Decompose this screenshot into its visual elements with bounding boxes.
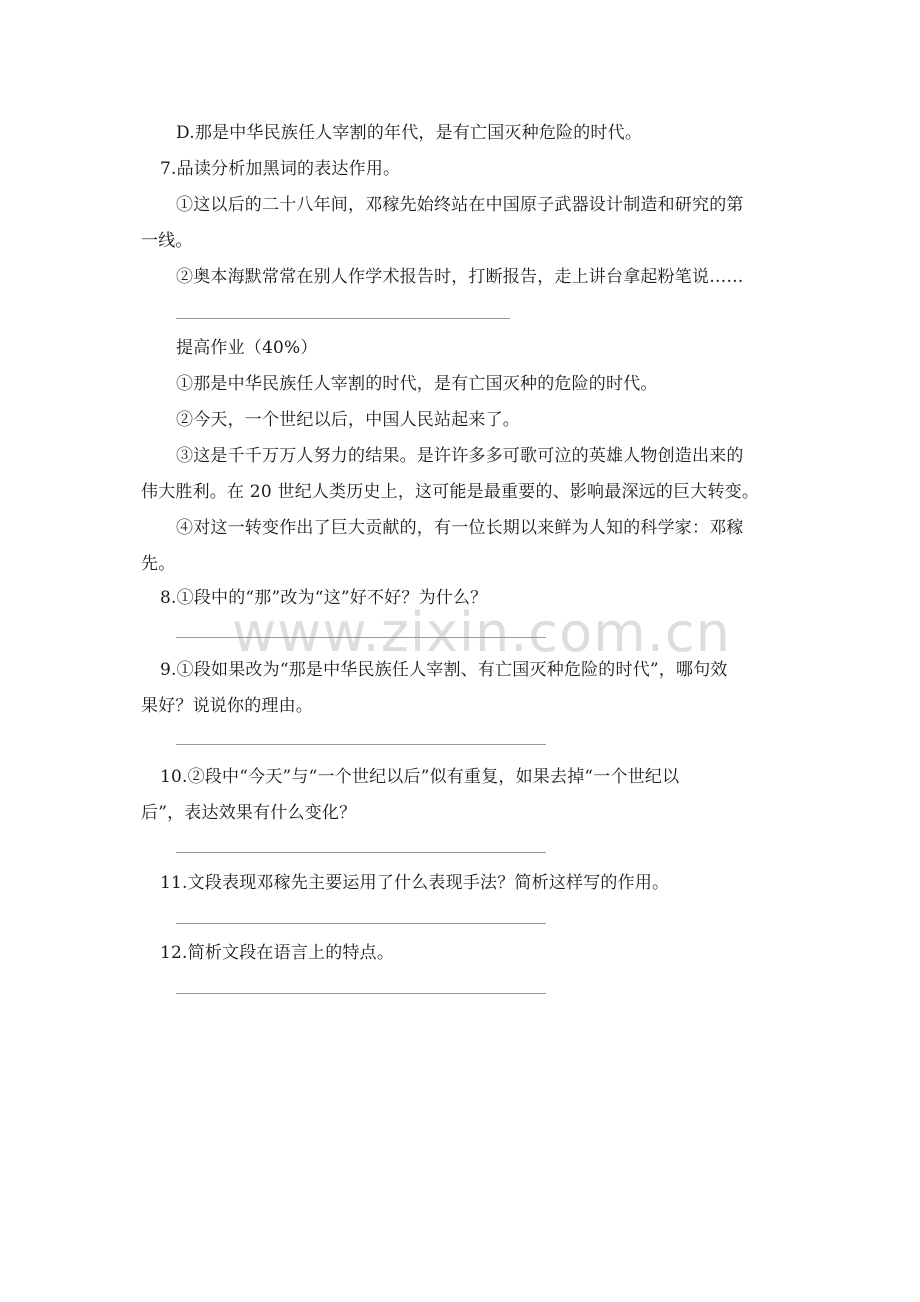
answer-line-q10 xyxy=(176,852,546,853)
answer-line-q11 xyxy=(176,923,546,924)
answer-line-q12 xyxy=(176,993,546,994)
answer-line-q7 xyxy=(176,318,510,319)
passage-paragraph-3-line-2: 伟大胜利。在 20 世纪人类历史上，这可能是最重要的、影响最深远的巨大转变。 xyxy=(141,482,760,502)
passage-paragraph-2: ②今天，一个世纪以后，中国人民站起来了。 xyxy=(176,410,520,430)
option-d: D.那是中华民族任人宰割的年代，是有亡国灭种危险的时代。 xyxy=(176,123,643,143)
question-12: 12.简析文段在语言上的特点。 xyxy=(160,943,395,963)
answer-line-q9 xyxy=(176,744,546,745)
section-title: 提高作业（40%） xyxy=(176,338,318,358)
question-9-line-2: 果好？说说你的理由。 xyxy=(141,696,313,716)
question-10-line-1: 10.②段中“今天”与“一个世纪以后”似有重复，如果去掉“一个世纪以 xyxy=(160,767,680,787)
question-10-line-2: 后”，表达效果有什么变化？ xyxy=(141,803,357,823)
passage-paragraph-1: ①那是中华民族任人宰割的时代，是有亡国灭种的危险的时代。 xyxy=(176,374,658,394)
question-11: 11.文段表现邓稼先主要运用了什么表现手法？简析这样写的作用。 xyxy=(160,873,670,893)
question-7: 7.品读分析加黑词的表达作用。 xyxy=(160,159,401,179)
watermark: www.zixin.com.cn xyxy=(232,601,731,664)
question-9-line-1: 9.①段如果改为“那是中华民族任人宰割、有亡国灭种危险的时代”，哪句效 xyxy=(160,660,728,680)
question-7-item-1-line-2: 一线。 xyxy=(141,231,193,251)
question-7-item-2: ②奥本海默常常在别人作学术报告时，打断报告，走上讲台拿起粉笔说…… xyxy=(176,267,744,287)
question-8: 8.①段中的“那”改为“这”好不好？为什么？ xyxy=(160,588,488,608)
question-7-item-1-line-1: ①这以后的二十八年间，邓稼先始终站在中国原子武器设计制造和研究的第 xyxy=(176,195,744,215)
passage-paragraph-3-line-1: ③这是千千万万人努力的结果。是许许多多可歌可泣的英雄人物创造出来的 xyxy=(176,446,744,466)
passage-paragraph-4-line-1: ④对这一转变作出了巨大贡献的，有一位长期以来鲜为人知的科学家：邓稼 xyxy=(176,518,744,538)
passage-paragraph-4-line-2: 先。 xyxy=(141,554,176,574)
